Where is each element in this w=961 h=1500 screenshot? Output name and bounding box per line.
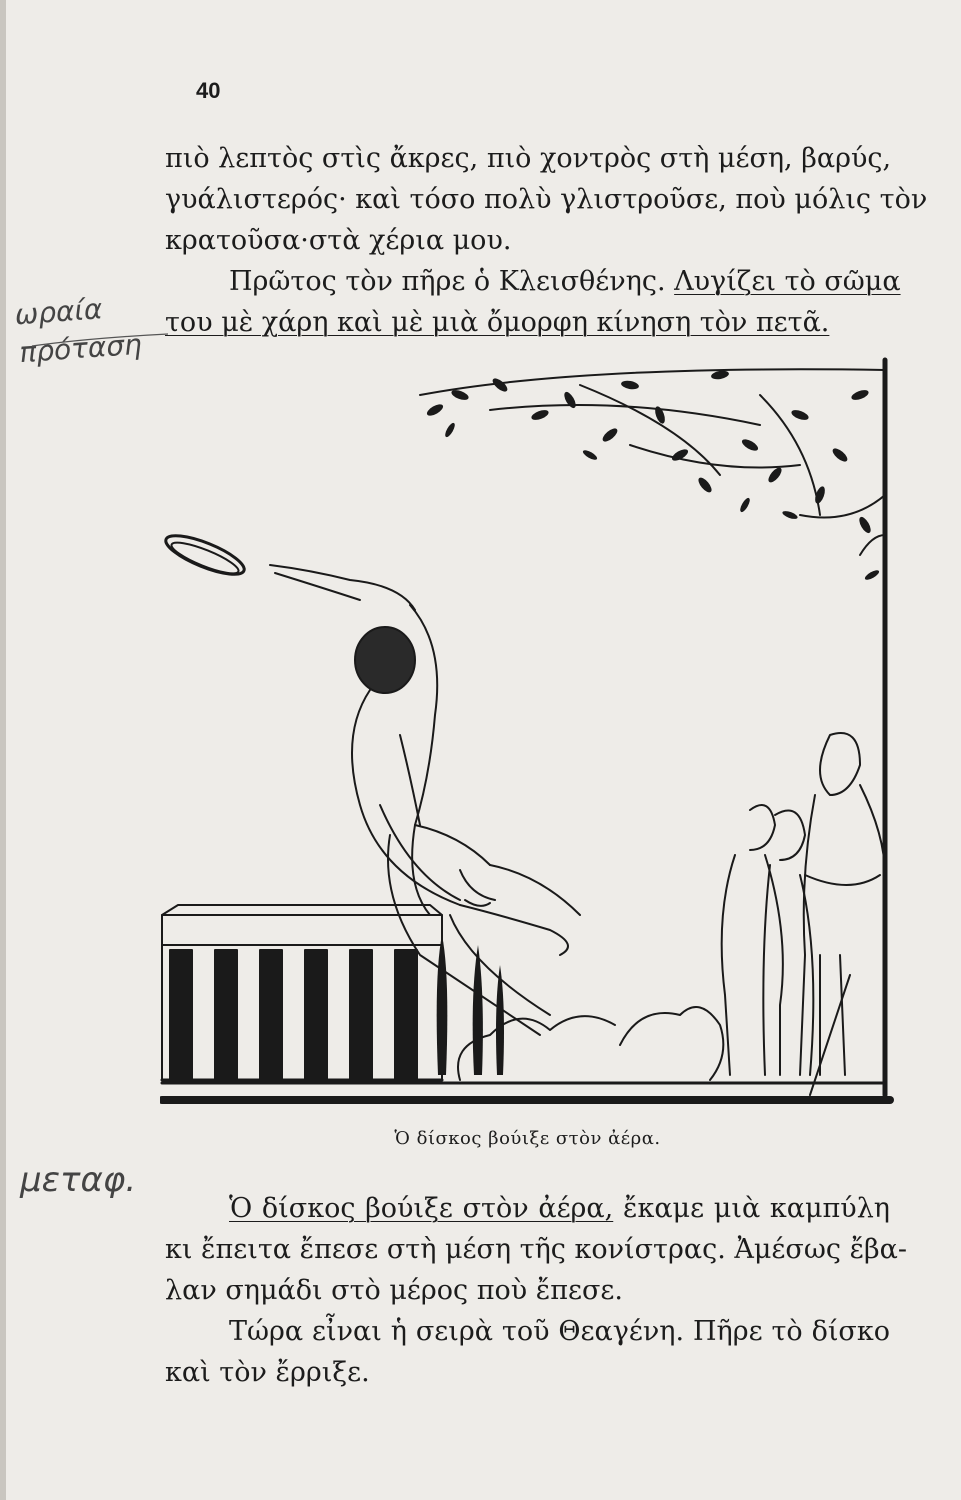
text-line: γυάλιστερός· καὶ τόσο πολὺ γλιστροῦσε, ποὺ μόλις τὸν (165, 184, 928, 215)
text-line: καὶ τὸν ἔρριξε. (165, 1357, 370, 1388)
page-number: 40 (196, 78, 221, 103)
paragraph-1 (165, 138, 928, 261)
text-line: Τώρα εἶναι ἡ σειρὰ τοῦ Θεαγένη. Πῆρε τὸ δίσκο (229, 1316, 890, 1347)
paragraph-3 (165, 1188, 908, 1311)
text-line (165, 261, 901, 302)
paragraph-4 (165, 1311, 890, 1393)
margin-note-line: πρόταση (18, 327, 143, 370)
margin-note-handwritten: μεταφ. (20, 1160, 137, 1200)
underlined-text: του μὲ χάρη καὶ μὲ μιὰ ὄμορφη κίνηση τὸν πετᾶ. (165, 307, 830, 338)
spectators (722, 733, 885, 1095)
olive-branches (420, 369, 885, 555)
paragraph-2 (165, 261, 901, 343)
margin-note-line: ωραία (13, 292, 104, 332)
underlined-text: Λυγίζει τὸ σῶμα (674, 266, 901, 297)
text-line: λαν σημάδι στὸ μέρος ποὺ ἔπεσε. (165, 1275, 623, 1306)
page-edge (0, 0, 6, 1500)
text-line (165, 1188, 890, 1229)
text-segment: ἔκαμε μιὰ καμπύλη (613, 1193, 890, 1224)
text-line (165, 302, 890, 343)
margin-note-stroke (30, 328, 170, 352)
text-line: πιὸ λεπτὸς στὶς ἄκρες, πιὸ χοντρὸς στὴ μέση, βαρύς, (165, 143, 892, 174)
temple (162, 905, 442, 1080)
text-line: κι ἔπειτα ἔπεσε στὴ μέση τῆς κονίστρας. Ἀμέσως ἔβα- (165, 1234, 908, 1265)
discus-thrower-illustration (160, 355, 895, 1120)
text-segment: Πρῶτος τὸν πῆρε ὁ Κλεισθένης. (229, 266, 675, 297)
text-line: κρατοῦσα·στὰ χέρια μου. (165, 225, 512, 256)
illustration-caption: Ὁ δίσκος βούιξε στὸν ἀέρα. (394, 1128, 661, 1149)
underlined-text: Ὁ δίσκος βούιξε στὸν ἀέρα, (229, 1193, 614, 1224)
discus (162, 528, 249, 582)
